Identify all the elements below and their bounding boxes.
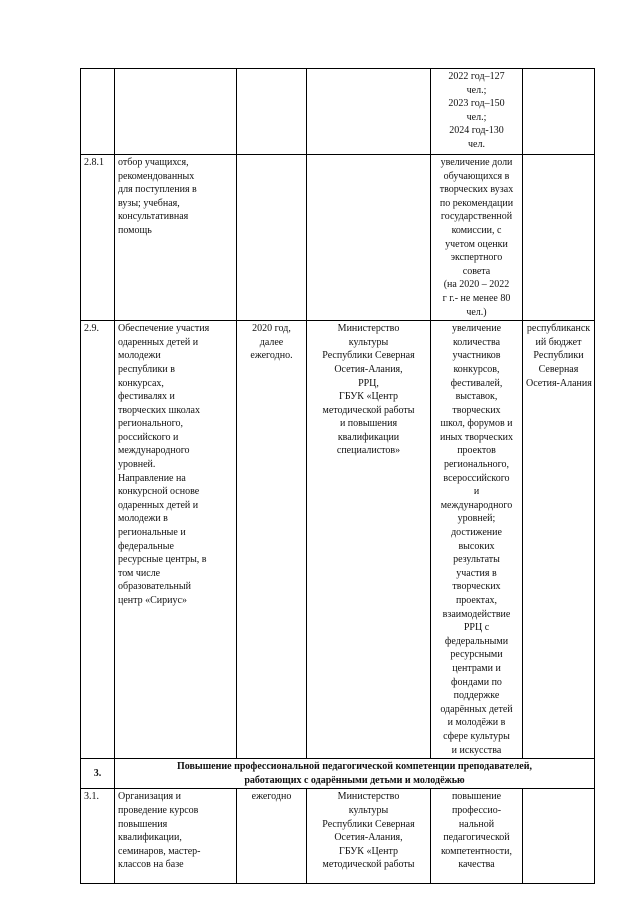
cell-executor bbox=[307, 321, 431, 759]
text-line: центрами и bbox=[452, 662, 501, 674]
text-line: участия в bbox=[456, 567, 497, 579]
text-line: достижение bbox=[451, 527, 502, 539]
text-line: 2022 год–127 bbox=[448, 71, 505, 82]
text-line: ресурсными bbox=[450, 649, 503, 661]
text-line: Осетия-Алания, bbox=[334, 832, 403, 844]
text-line: по рекомендации bbox=[439, 197, 514, 209]
text-line: фестивалей, bbox=[450, 377, 503, 389]
section-title bbox=[115, 759, 595, 789]
cell-activity bbox=[115, 789, 237, 884]
text-line: проектах, bbox=[455, 595, 498, 606]
text-line: РРЦ с bbox=[463, 622, 490, 634]
text-line: центр «Сириус» bbox=[118, 595, 187, 606]
text-line: далее bbox=[259, 336, 284, 348]
text-line: методической работы bbox=[322, 404, 415, 416]
text-line: международного bbox=[440, 499, 513, 511]
text-line: увеличение bbox=[451, 323, 502, 335]
cell-executor bbox=[307, 69, 431, 155]
text-line: творческих вузах bbox=[439, 184, 514, 196]
text-line: Направление на bbox=[118, 472, 186, 484]
text-line: педагогической bbox=[443, 832, 510, 844]
text-line: проведение курсов bbox=[118, 804, 199, 816]
text-line: вузы; учебная, bbox=[118, 197, 180, 209]
text-line: российского и bbox=[118, 431, 179, 443]
text-line: квалификации bbox=[337, 431, 400, 443]
text-line: увеличение доли bbox=[440, 157, 513, 168]
cell-num bbox=[81, 69, 115, 155]
text-line: специалистов» bbox=[336, 445, 401, 457]
text-line: образовательный bbox=[118, 581, 191, 593]
text-line: ГБУК «Центр bbox=[339, 845, 398, 857]
text-line: культуры bbox=[348, 336, 389, 348]
plan-table bbox=[80, 68, 595, 884]
text-line: Организация и bbox=[118, 791, 182, 803]
cell-executor bbox=[307, 789, 431, 884]
text-line: творческих bbox=[452, 404, 501, 416]
cell-funding bbox=[523, 69, 595, 155]
text-line: фондами по bbox=[451, 676, 502, 688]
text-line: одаренных детей и bbox=[118, 499, 199, 511]
text-line: ий бюджет bbox=[535, 336, 582, 348]
cell-num: 2.9. bbox=[81, 321, 115, 759]
text-line: компетентности, bbox=[440, 845, 513, 857]
text-line: совета bbox=[462, 265, 491, 277]
table-row bbox=[81, 789, 595, 884]
cell-activity bbox=[115, 155, 237, 321]
text-line: всероссийского bbox=[443, 472, 510, 484]
section-num: 3. bbox=[81, 759, 115, 789]
text-line: экспертного bbox=[450, 252, 503, 264]
table-row bbox=[81, 69, 595, 155]
text-line: молодежи в bbox=[118, 513, 168, 525]
text-line: консультативная bbox=[118, 211, 189, 223]
text-line: одаренных детей и bbox=[118, 336, 199, 348]
text-line: чел.; bbox=[466, 84, 487, 96]
text-line: республики в bbox=[118, 363, 175, 375]
cell-funding bbox=[523, 789, 595, 884]
text-line: международного bbox=[118, 445, 190, 457]
text-line: чел.; bbox=[466, 111, 487, 123]
text-line: нальной bbox=[458, 818, 495, 830]
section-row bbox=[81, 759, 595, 789]
text-line: уровней; bbox=[457, 513, 496, 525]
text-line: обучающихся в bbox=[443, 170, 510, 182]
text-line: работающих с одарёнными детьми и молодёжью bbox=[244, 774, 465, 786]
text-line: чел.) bbox=[466, 306, 487, 318]
text-line: творческих bbox=[452, 581, 501, 593]
text-line: комиссии, с bbox=[451, 224, 502, 236]
text-line: молодежи bbox=[118, 350, 161, 362]
text-line: регионального, bbox=[118, 418, 184, 430]
cell-result bbox=[431, 155, 523, 321]
text-line: фестивалях и bbox=[118, 391, 175, 403]
text-line: Повышение профессиональной педагогической компетенции преподавателей, bbox=[177, 761, 532, 773]
cell-executor bbox=[307, 155, 431, 321]
text-line: 2023 год–150 bbox=[448, 98, 505, 110]
text-line: Республики Северная bbox=[322, 350, 415, 362]
text-line: выставок, bbox=[455, 391, 498, 403]
cell-result bbox=[431, 789, 523, 884]
text-line: Северная bbox=[538, 363, 579, 375]
text-line: том числе bbox=[118, 567, 161, 579]
text-line: регионального, bbox=[443, 459, 510, 471]
text-line: 2020 год, bbox=[252, 323, 291, 335]
text-line: профессио- bbox=[451, 804, 502, 816]
text-line: республиканск bbox=[526, 323, 591, 335]
text-line: ежегодно bbox=[251, 791, 292, 803]
text-line: повышение bbox=[451, 791, 502, 803]
text-line: Министерство bbox=[337, 791, 400, 803]
text-line: культуры bbox=[348, 804, 389, 816]
text-line: федеральные bbox=[118, 540, 174, 552]
text-line: учетом оценки bbox=[445, 238, 508, 250]
text-line: поддержке bbox=[453, 690, 500, 702]
text-line: федеральными bbox=[444, 635, 509, 647]
text-line: качества bbox=[458, 859, 495, 871]
cell-funding bbox=[523, 155, 595, 321]
text-line: ГБУК «Центр bbox=[339, 391, 398, 403]
cell-activity bbox=[115, 69, 237, 155]
text-line: (на 2020 – 2022 bbox=[443, 279, 510, 291]
text-line: иных творческих bbox=[439, 431, 514, 443]
text-line: количества bbox=[452, 336, 501, 348]
text-line: проектов bbox=[457, 445, 496, 457]
table-row bbox=[81, 155, 595, 321]
text-line: Осетия-Алания bbox=[526, 377, 592, 389]
text-line: классов на базе bbox=[118, 859, 184, 871]
text-line: семинаров, мастер- bbox=[118, 845, 201, 857]
text-line: Министерство bbox=[337, 323, 400, 335]
text-line: методической работы bbox=[322, 859, 415, 871]
text-line: для поступления в bbox=[118, 184, 197, 196]
text-line: конкурсах, bbox=[118, 377, 164, 389]
cell-activity bbox=[115, 321, 237, 759]
text-line: результаты bbox=[453, 554, 500, 566]
cell-num: 3.1. bbox=[81, 789, 115, 884]
text-line: Осетия-Алания, bbox=[334, 363, 403, 375]
text-line: отбор учащихся, bbox=[118, 157, 189, 168]
cell-period bbox=[237, 155, 307, 321]
cell-period bbox=[237, 789, 307, 884]
text-line: сфере культуры bbox=[443, 730, 510, 742]
text-line: г г.- не менее 80 bbox=[442, 292, 511, 304]
text-line: и bbox=[473, 486, 480, 498]
text-line: конкурсной основе bbox=[118, 486, 200, 498]
text-line: чел. bbox=[468, 138, 485, 150]
text-line: участников bbox=[452, 350, 501, 362]
cell-period bbox=[237, 69, 307, 155]
text-line: конкурсов, bbox=[453, 363, 500, 375]
text-line: ресурсные центры, в bbox=[118, 554, 207, 566]
text-line: уровней. bbox=[118, 459, 156, 471]
text-line: Республики Северная bbox=[322, 818, 415, 830]
cell-num: 2.8.1 bbox=[81, 155, 115, 321]
text-line: школ, форумов и bbox=[440, 418, 513, 430]
table-row bbox=[81, 321, 595, 759]
text-line: РРЦ, bbox=[358, 377, 379, 389]
text-line: одарённых детей bbox=[440, 703, 513, 715]
text-line: помощь bbox=[118, 224, 152, 236]
text-line: квалификации, bbox=[118, 832, 182, 844]
text-line: и повышения bbox=[339, 418, 398, 430]
cell-funding bbox=[523, 321, 595, 759]
text-line: и молодёжи в bbox=[447, 717, 506, 729]
text-line: повышения bbox=[118, 818, 168, 830]
text-line: Обеспечение участия bbox=[118, 323, 210, 335]
text-line: 2024 год-130 bbox=[449, 125, 504, 137]
text-line: Республики bbox=[533, 350, 584, 362]
text-line: рекомендованных bbox=[118, 170, 195, 182]
text-line: высоких bbox=[458, 540, 495, 552]
cell-result bbox=[431, 321, 523, 759]
text-line: региональные и bbox=[118, 527, 186, 539]
text-line: государственной bbox=[440, 211, 513, 223]
cell-period bbox=[237, 321, 307, 759]
cell-result bbox=[431, 69, 523, 155]
text-line: творческих школах bbox=[118, 404, 200, 416]
text-line: ежегодно. bbox=[250, 350, 293, 362]
text-line: и искусства bbox=[451, 744, 502, 756]
text-line: взаимодействие bbox=[442, 608, 511, 620]
